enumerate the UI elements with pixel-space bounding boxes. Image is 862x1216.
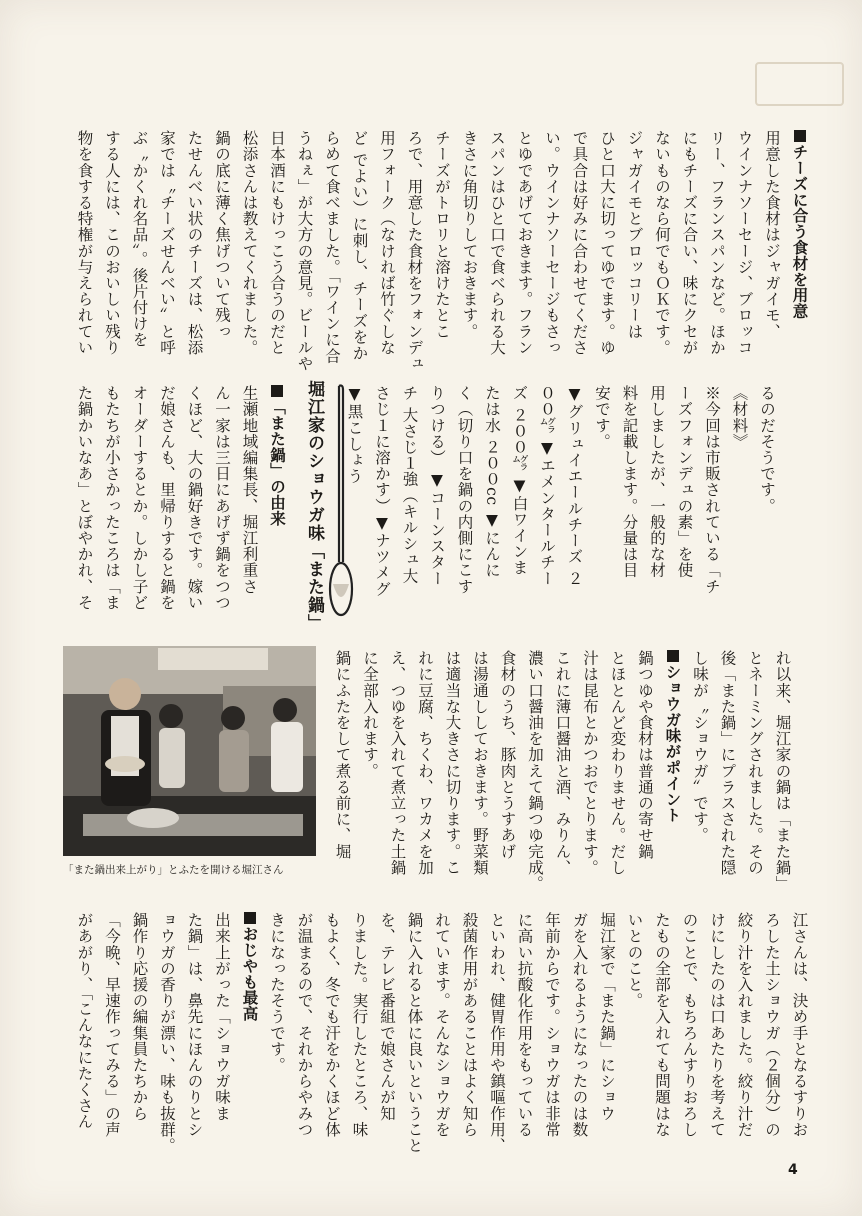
body-line: 後「また鍋」にプラスされた隠 (718, 650, 737, 876)
body-line: いとのこと。 (625, 912, 644, 1009)
body-line: 鍋作り応援の編集員たちから (130, 912, 149, 1122)
heading-text: おじやも最高 (240, 926, 259, 1022)
body-line: うねぇ」が大方の意見。ビールや (295, 130, 314, 372)
photo-caption: 「また鍋出来上がり」とふたを開ける堀江さん (63, 864, 284, 876)
body-line: といわれ、健胃作用や鎮嘔作用、 (488, 912, 506, 1154)
body-line: のことで、もちろんすりおろし (680, 912, 699, 1138)
heading-matanabe-origin (263, 385, 291, 610)
body-line: え、つゆを入れて煮立った土鍋 (388, 650, 407, 876)
body-line: さじ１に溶かす）▼ナツメグ (373, 385, 391, 597)
body-line: を、テレビ番組で娘さんが知 (378, 912, 396, 1122)
body-line: ろした土ショウガ（２個分）の (763, 912, 781, 1138)
body-line: らめて食べました。「ワインに合 (323, 130, 341, 364)
body-line: ▼黒こしょう (345, 385, 364, 485)
heading-ginger-point (658, 650, 686, 892)
section-matanabe-origin (70, 385, 290, 610)
body-line: 物を食する特権が与えられてい (75, 130, 94, 356)
body-line: 松添さんは教えてくれました。 (240, 130, 259, 356)
body-line: 「今晩、早速作ってみる」の声 (103, 912, 121, 1138)
page-number: 4 (788, 1162, 798, 1178)
body-line: ジャガイモとブロッコリーは (625, 130, 644, 340)
square-bullet-icon (667, 650, 679, 662)
body-line: 出来上がった「ショウガ味ま (213, 912, 231, 1122)
body-line: 堀江家で「また鍋」にショウ (598, 912, 616, 1122)
body-line: た鍋かいなあ」とぼやかれ、そ (75, 385, 94, 611)
body-line: は適当な大きさに切ります。こ (443, 650, 462, 876)
body-line: 料を記載します。分量は目 (620, 385, 639, 579)
body-line: は湯通ししておきます。野菜類 (471, 650, 489, 876)
body-line: ズ ２００㌘ ▼白ワインま (510, 385, 529, 576)
body-line: きさに角切りしておきます。 (460, 130, 479, 340)
cooking-photo (63, 646, 316, 856)
body-line: ないものなら何でもＯＫです。 (653, 130, 671, 356)
body-line: これに薄口醤油と酒、みりん、 (553, 650, 572, 876)
body-line: があがり、「こんなにたくさん (75, 912, 94, 1130)
body-line: ぶ〝かくれ名品〟。後片付けを (130, 130, 149, 348)
square-bullet-icon (271, 385, 283, 397)
body-line: ョウガの香りが漂い、味も抜群。 (158, 912, 176, 1154)
body-line: に全部入れます。 (361, 650, 379, 779)
body-line: ーズフォンデュの素」を使 (675, 385, 694, 579)
body-line: りつける） ▼コーンスター (428, 385, 446, 587)
body-line: れに豆腐、ちくわ、ワカメを加 (416, 650, 434, 876)
section-cheese-ingredients (70, 130, 813, 372)
square-bullet-icon (794, 130, 806, 142)
body-line: たせんべい状のチーズは、松添 (185, 130, 204, 356)
body-line: 殺菌作用があることはよく知ら (460, 912, 479, 1138)
body-line: ▼グリュイエールチーズ ２ (565, 385, 584, 587)
body-line: たもの全部を入れても問題はな (653, 912, 671, 1138)
body-line: ウインナソーセージ、ブロッコ (735, 130, 754, 356)
body-line: で具合は好みに合わせてくださ (570, 130, 589, 356)
body-line: たは水 ２００cc ▼にんに (483, 385, 501, 579)
body-line: ００㌘ ▼エメンタールチー (538, 385, 556, 587)
body-line: 鍋にふたをして煮る前に、堀 (333, 650, 352, 860)
body-line: 用しましたが、一般的な材 (648, 385, 666, 579)
body-line: ガを入れるようになったのは数 (570, 912, 589, 1138)
body-line: ※今回は市販されている「チ (703, 385, 721, 595)
body-line: に高い抗酸化作用をもっている (515, 912, 534, 1138)
body-line: が温まるので、それからやみつ (295, 912, 314, 1138)
body-line: い。ウインナソーセージもさっ (543, 130, 561, 356)
body-line: オーダーするとか。しかし子ど (130, 385, 149, 611)
body-line: 絞り汁を入れました。絞り汁だ (735, 912, 754, 1138)
recipe-title: 堀江家のショウガ味「また鍋」 (304, 380, 324, 632)
body-line: ど でよい）に刺し、チーズをか (350, 130, 369, 361)
body-line: スパンはひと口で食べられる大 (488, 130, 506, 356)
heading-text: 「また鍋」の由来 (268, 399, 286, 527)
body-line: 濃い口醤油を加えて鍋つゆ完成。 (526, 650, 544, 892)
section-ingredients-list (340, 385, 780, 597)
body-line: とゆであげておきます。フラン (515, 130, 534, 356)
body-line: ろで、用意した食材をフォンデュ (405, 130, 424, 372)
body-line: きになったそうです。 (268, 912, 286, 1073)
body-line: るのだそうです。 (758, 385, 776, 514)
body-line: 用フォーク（なければ竹ぐしな (378, 130, 396, 356)
body-line: する人には、このおいしい残り (103, 130, 121, 356)
body-line: 年前からです。ショウガは非常 (543, 912, 561, 1138)
body-line: 家では〝チーズせんべい〟と呼 (158, 130, 176, 356)
body-line: く（切り口を鍋の内側にこす (455, 385, 474, 595)
body-line: もよく、冬でも汗をかくほど体 (323, 912, 341, 1138)
body-line: れ以来、堀江家の鍋は「また鍋」 (773, 650, 792, 892)
section-tab-mark (755, 62, 844, 106)
body-line: にもチーズに合い、味にクセが (680, 130, 699, 356)
body-line: 生瀬地域編集長、堀江利重さ (240, 385, 259, 595)
body-line: リー、フランスパンなど。ほか (708, 130, 726, 356)
ingredients-heading: 《材料》 (730, 385, 749, 450)
body-line: ん一家は三日にあげず鍋をつつ (213, 385, 231, 611)
body-line: 鍋に入れると体に良いということ (405, 912, 424, 1154)
body-line: チーズがトロリと溶けたとこ (433, 130, 451, 340)
body-line: とほとんど変わりません。だし (608, 650, 627, 876)
ladle-icon (328, 384, 354, 619)
section-ginger-point (328, 650, 796, 892)
body-line: し味が〝ショウガ〟です。 (691, 650, 709, 844)
body-line: とネーミングされました。その (746, 650, 764, 876)
body-line: けにしたのは口あたりを考えて (708, 912, 726, 1138)
body-line: 江さんは、決め手となるすりお (790, 912, 809, 1138)
body-line: 汁は昆布とかつおでとります。 (581, 650, 599, 876)
body-line: れています。そんなショウガを (433, 912, 451, 1138)
heading-text: ショウガ味がポイント (663, 664, 682, 823)
body-line: 食材のうち、豚肉とうすあげ (498, 650, 517, 860)
section-bottom (70, 912, 813, 1154)
body-line: 用意した食材はジャガイモ、 (763, 130, 781, 340)
body-line: 鍋の底に薄く焦げついて残っ (213, 130, 231, 340)
heading-cheese-ingredients (785, 130, 813, 372)
body-line: 鍋つゆや食材は普通の寄せ鍋 (636, 650, 654, 860)
heading-ojiya (235, 912, 263, 1154)
body-line: だ娘さんも、里帰りすると鍋を (158, 385, 176, 611)
body-line: もたちが小さかったころは「ま (103, 385, 121, 611)
body-line: チ 大さじ１強（キルシュ大 (400, 385, 419, 584)
body-line: ひと口大に切ってゆでます。ゆ (598, 130, 616, 356)
heading-text: チーズに合う食材を用意 (790, 144, 809, 319)
body-line: りました。実行したところ、味 (350, 912, 369, 1138)
square-bullet-icon (244, 912, 256, 924)
body-line: 日本酒にもけっこう合うのだと (268, 130, 286, 356)
body-line: 安です。 (593, 385, 611, 450)
body-line: くほど、大の鍋好きです。嫁い (185, 385, 204, 611)
body-line: た鍋」は、鼻先にほんのりとシ (185, 912, 204, 1138)
